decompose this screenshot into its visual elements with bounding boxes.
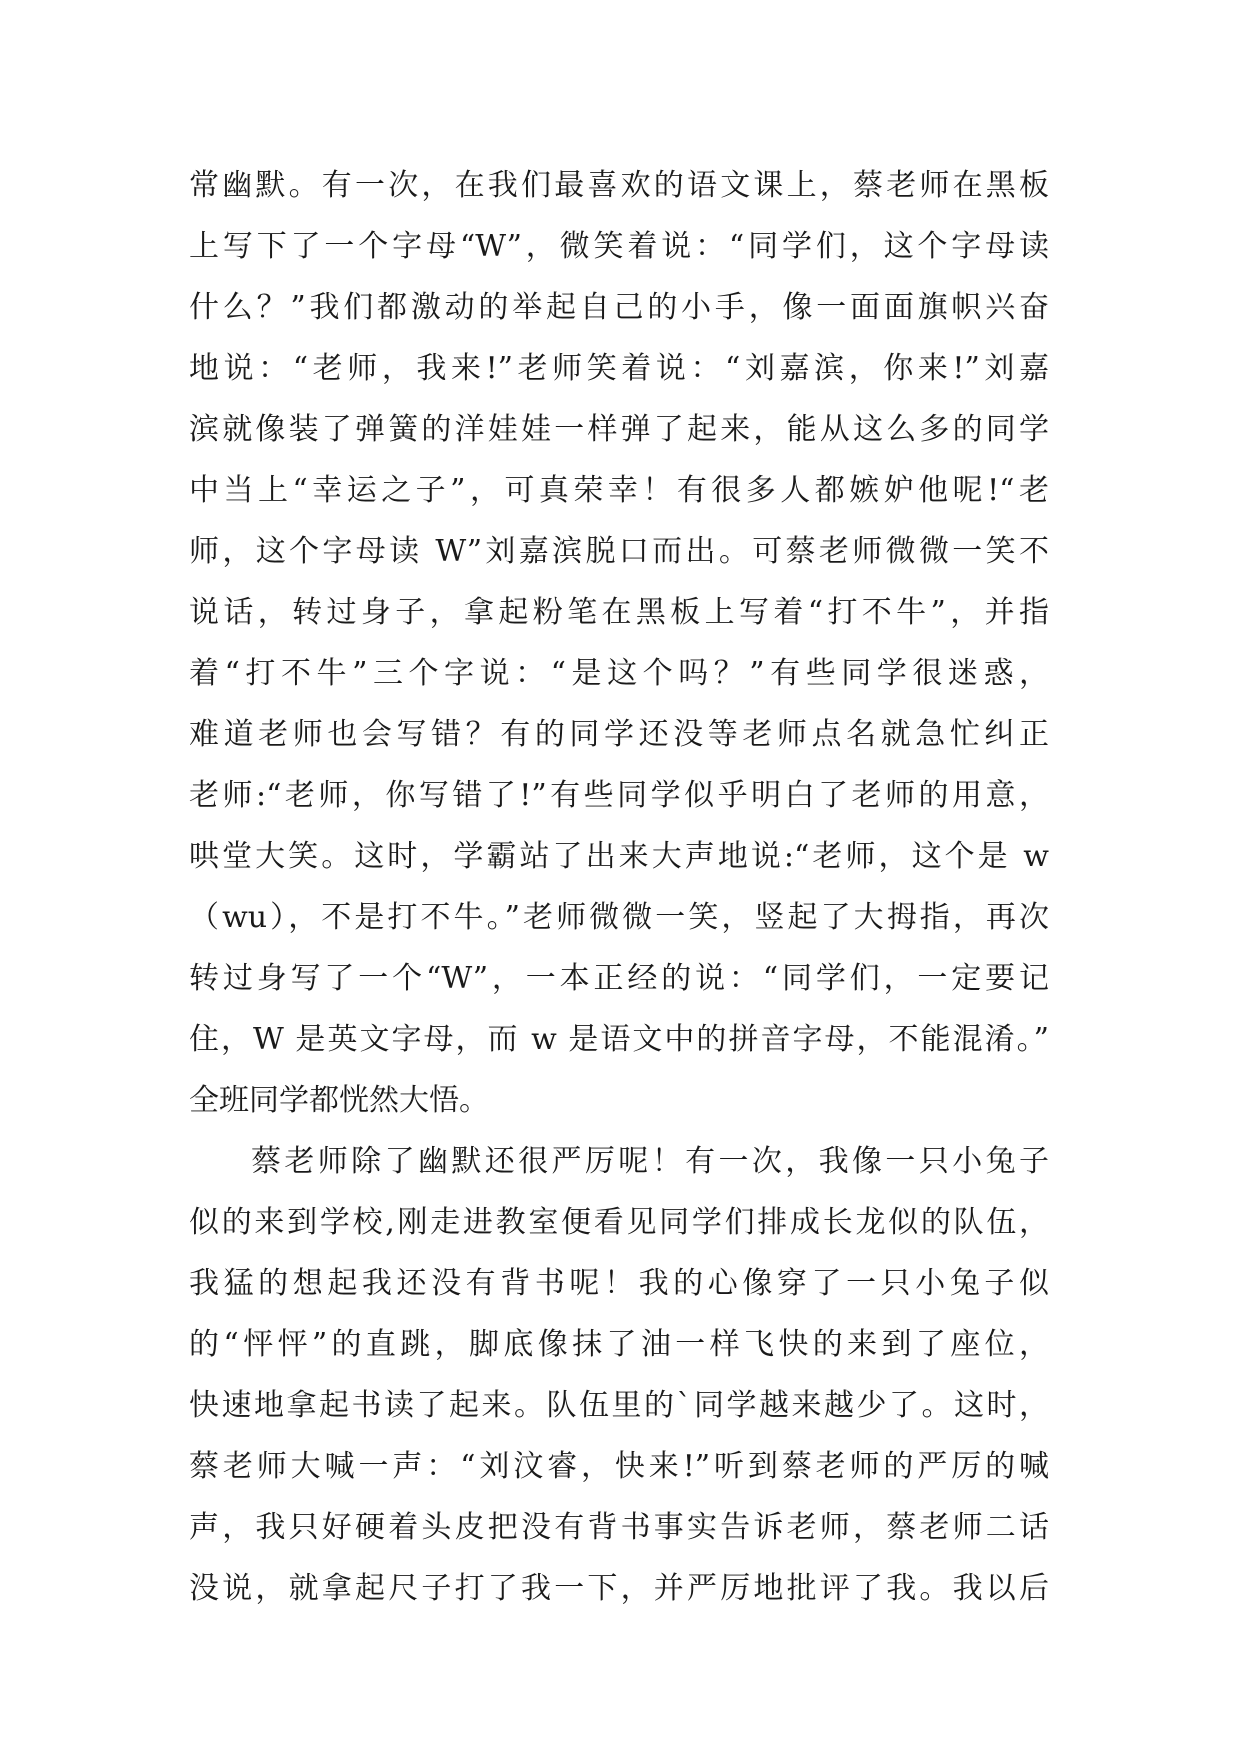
text-line: （wu），不是打不牛。”老师微微一笑，竖起了大拇指，再次 <box>189 900 1049 935</box>
body-text <box>189 155 1049 1619</box>
text-line: 蔡老师大喊一声：“刘汶睿，快来!”听到蔡老师的严厉的喊 <box>189 1449 1049 1484</box>
text-line: 哄堂大笑。这时，学霸站了出来大声地说:“老师，这个是 w <box>189 839 1049 874</box>
text-line: 似的来到学校,刚走进教室便看见同学们排成长龙似的队伍， <box>189 1205 1049 1240</box>
text-line: 着“打不牛”三个字说：“是这个吗？”有些同学很迷惑， <box>189 656 1049 691</box>
text-line: 上写下了一个字母“W”，微笑着说：“同学们，这个字母读 <box>189 229 1049 264</box>
text-line: 中当上“幸运之子”，可真荣幸！有很多人都嫉妒他呢!“老 <box>189 473 1049 508</box>
text-line: 没说，就拿起尺子打了我一下，并严厉地批评了我。我以后 <box>189 1571 1049 1606</box>
text-line: 老师:“老师，你写错了!”有些同学似乎明白了老师的用意， <box>189 778 1049 813</box>
text-line: 师，这个字母读 W”刘嘉滨脱口而出。可蔡老师微微一笑不 <box>189 534 1049 569</box>
text-line: 蔡老师除了幽默还很严厉呢！有一次，我像一只小兔子 <box>251 1144 1049 1179</box>
text-line: 声，我只好硬着头皮把没有背书事实告诉老师，蔡老师二话 <box>189 1510 1049 1545</box>
text-line: 常幽默。有一次，在我们最喜欢的语文课上，蔡老师在黑板 <box>189 168 1049 203</box>
text-line: 我猛的想起我还没有背书呢！我的心像穿了一只小兔子似 <box>189 1266 1049 1301</box>
text-line: 难道老师也会写错？有的同学还没等老师点名就急忙纠正 <box>189 717 1049 752</box>
text-line: 的“怦怦”的直跳，脚底像抹了油一样飞快的来到了座位， <box>189 1327 1049 1362</box>
paragraph-1 <box>189 155 1049 1131</box>
text-line: 转过身写了一个“W”，一本正经的说：“同学们，一定要记 <box>189 961 1049 996</box>
text-line: 地说：“老师，我来!”老师笑着说：“刘嘉滨，你来!”刘嘉 <box>189 351 1049 386</box>
text-line: 滨就像装了弹簧的洋娃娃一样弹了起来，能从这么多的同学 <box>189 412 1049 447</box>
text-line: 住，W 是英文字母，而 w 是语文中的拼音字母，不能混淆。” <box>189 1022 1049 1057</box>
text-line: 快速地拿起书读了起来。队伍里的`同学越来越少了。这时， <box>189 1388 1049 1423</box>
paragraph-2 <box>189 1131 1049 1619</box>
text-line: 说话，转过身子，拿起粉笔在黑板上写着“打不牛”，并指 <box>189 595 1049 630</box>
text-line: 全班同学都恍然大悟。 <box>189 1083 489 1118</box>
text-line: 什么？”我们都激动的举起自己的小手，像一面面旗帜兴奋 <box>189 290 1049 325</box>
